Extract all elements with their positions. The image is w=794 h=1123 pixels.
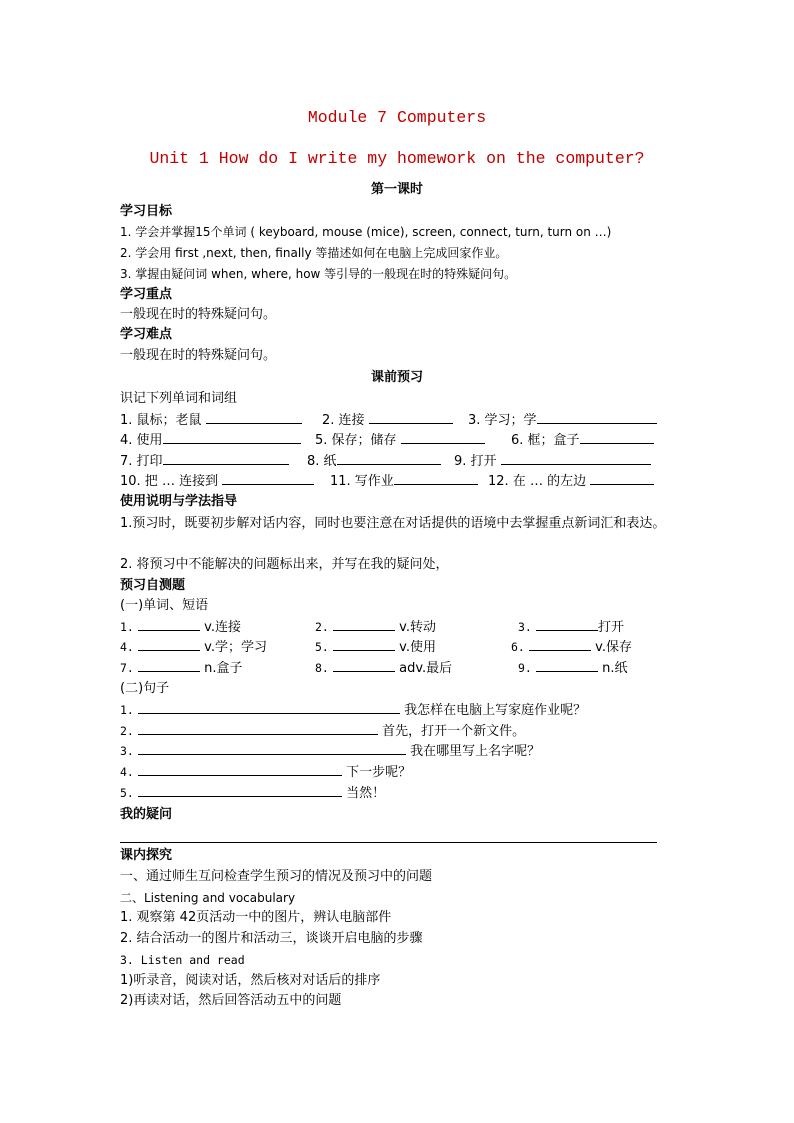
answer-blank[interactable] <box>333 658 395 672</box>
difficulties-text: 一般现在时的特殊疑问句。 <box>120 348 277 363</box>
answer-blank[interactable] <box>222 471 314 485</box>
usage-item: 1.预习时，既要初步解对话内容，同时也要注意在对话提供的语境中去掌握重点新词汇和表达。 <box>120 516 666 531</box>
inclass-item: 1. 观察第 42页活动一中的图片，辨认电脑部件 <box>120 910 392 925</box>
sentence-item: 3. 我在哪里写上名字呢？ <box>120 741 540 762</box>
answer-blank[interactable] <box>590 471 654 485</box>
answer-blank[interactable] <box>580 430 654 444</box>
inclass-item: 3. Listen and read <box>120 953 245 967</box>
questions-heading: 我的疑问 <box>120 807 173 822</box>
word-item: 10. 把 … 连接到 <box>120 471 314 492</box>
sentence-item: 2. 首先，打开一个新文件。 <box>120 721 525 742</box>
answer-blank[interactable] <box>529 637 591 651</box>
inclass-item: 一、通过师生互问检查学生预习的情况及预习中的问题 <box>120 869 433 884</box>
self-test-heading: 预习自测题 <box>120 578 186 593</box>
word-item: 2. 连接 <box>322 410 453 431</box>
objective-item: 3. 掌握由疑问词 when, where, how 等引导的一般现在时的特殊疑问句。 <box>120 267 517 281</box>
answer-blank[interactable] <box>394 471 478 485</box>
vocab-item: 8. adv.最后 <box>315 658 452 679</box>
answer-blank[interactable] <box>401 430 485 444</box>
vocab-section-label: (一)单词、短语 <box>120 598 209 613</box>
word-item: 5. 保存；储存 <box>315 430 485 451</box>
answer-blank[interactable] <box>163 430 301 444</box>
inclass-item: 1)听录音，阅读对话，然后核对对话后的排序 <box>120 973 381 988</box>
lesson-label: 第一课时 <box>370 182 423 197</box>
sentence-item: 5. 当然！ <box>120 783 385 804</box>
vocab-item: 1. v.连接 <box>120 617 241 638</box>
inclass-heading: 课内探究 <box>120 848 173 863</box>
vocab-item: 9. n.纸 <box>518 658 628 679</box>
word-item: 3. 学习；学 <box>468 410 657 431</box>
sentence-section-label: (二)句子 <box>120 681 170 696</box>
answer-blank[interactable] <box>536 658 598 672</box>
preview-heading: 课前预习 <box>370 370 423 385</box>
answer-blank[interactable] <box>138 658 200 672</box>
vocab-item: 4. v.学；学习 <box>120 637 267 658</box>
word-item: 11. 写作业 <box>330 471 478 492</box>
answer-blank[interactable] <box>138 762 342 776</box>
word-item: 8. 纸 <box>307 451 441 472</box>
inclass-item: 二、Listening and vocabulary <box>120 891 296 905</box>
answer-blank[interactable] <box>537 410 657 424</box>
vocab-item: 3. 打开 <box>518 617 624 638</box>
objective-item: 1. 学会并掌握15个单词 ( keyboard, mouse (mice), screen, connect, turn, turn on …) <box>120 225 612 239</box>
key-points-heading: 学习重点 <box>120 287 173 302</box>
objectives-heading: 学习目标 <box>120 204 173 219</box>
answer-blank[interactable] <box>337 451 441 465</box>
answer-blank[interactable] <box>163 451 289 465</box>
answer-blank[interactable] <box>138 700 400 714</box>
word-item: 6. 框；盒子 <box>511 430 654 451</box>
word-item: 12. 在 … 的左边 <box>488 471 654 492</box>
difficulties-heading: 学习难点 <box>120 327 173 342</box>
questions-answer-line[interactable] <box>120 842 657 843</box>
vocab-item: 7. n.盒子 <box>120 658 243 679</box>
usage-item: 2. 将预习中不能解决的问题标出来，并写在我的疑问处， <box>120 557 449 572</box>
vocab-item: 2. v.转动 <box>315 617 436 638</box>
key-points-text: 一般现在时的特殊疑问句。 <box>120 307 277 322</box>
answer-blank[interactable] <box>138 783 342 797</box>
word-item: 7. 打印 <box>120 451 289 472</box>
word-item: 4. 使用 <box>120 430 301 451</box>
preview-instruction: 识记下列单词和词组 <box>120 391 238 406</box>
word-item: 9. 打开 <box>454 451 651 472</box>
usage-heading: 使用说明与学法指导 <box>120 494 238 509</box>
sentence-item: 4. 下一步呢？ <box>120 762 411 783</box>
vocab-item: 5. v.使用 <box>315 637 436 658</box>
inclass-item: 2)再读对话，然后回答活动五中的问题 <box>120 993 342 1008</box>
answer-blank[interactable] <box>333 637 395 651</box>
vocab-item: 6. v.保存 <box>511 637 632 658</box>
answer-blank[interactable] <box>138 721 378 735</box>
answer-blank[interactable] <box>501 451 651 465</box>
answer-blank[interactable] <box>206 410 302 424</box>
word-item: 1. 鼠标；老鼠 <box>120 410 302 431</box>
module-title: Module 7 Computers <box>307 108 487 127</box>
unit-title: Unit 1 How do I write my homework on the computer? <box>149 149 645 168</box>
answer-blank[interactable] <box>138 617 200 631</box>
objective-item: 2. 学会用 first ,next, then, finally 等描述如何在电脑上完成回家作业。 <box>120 246 508 260</box>
answer-blank[interactable] <box>536 617 598 631</box>
answer-blank[interactable] <box>138 637 200 651</box>
sentence-item: 1. 我怎样在电脑上写家庭作业呢？ <box>120 700 586 721</box>
answer-blank[interactable] <box>138 741 406 755</box>
answer-blank[interactable] <box>369 410 453 424</box>
inclass-item: 2. 结合活动一的图片和活动三，谈谈开启电脑的步骤 <box>120 931 423 946</box>
answer-blank[interactable] <box>333 617 395 631</box>
